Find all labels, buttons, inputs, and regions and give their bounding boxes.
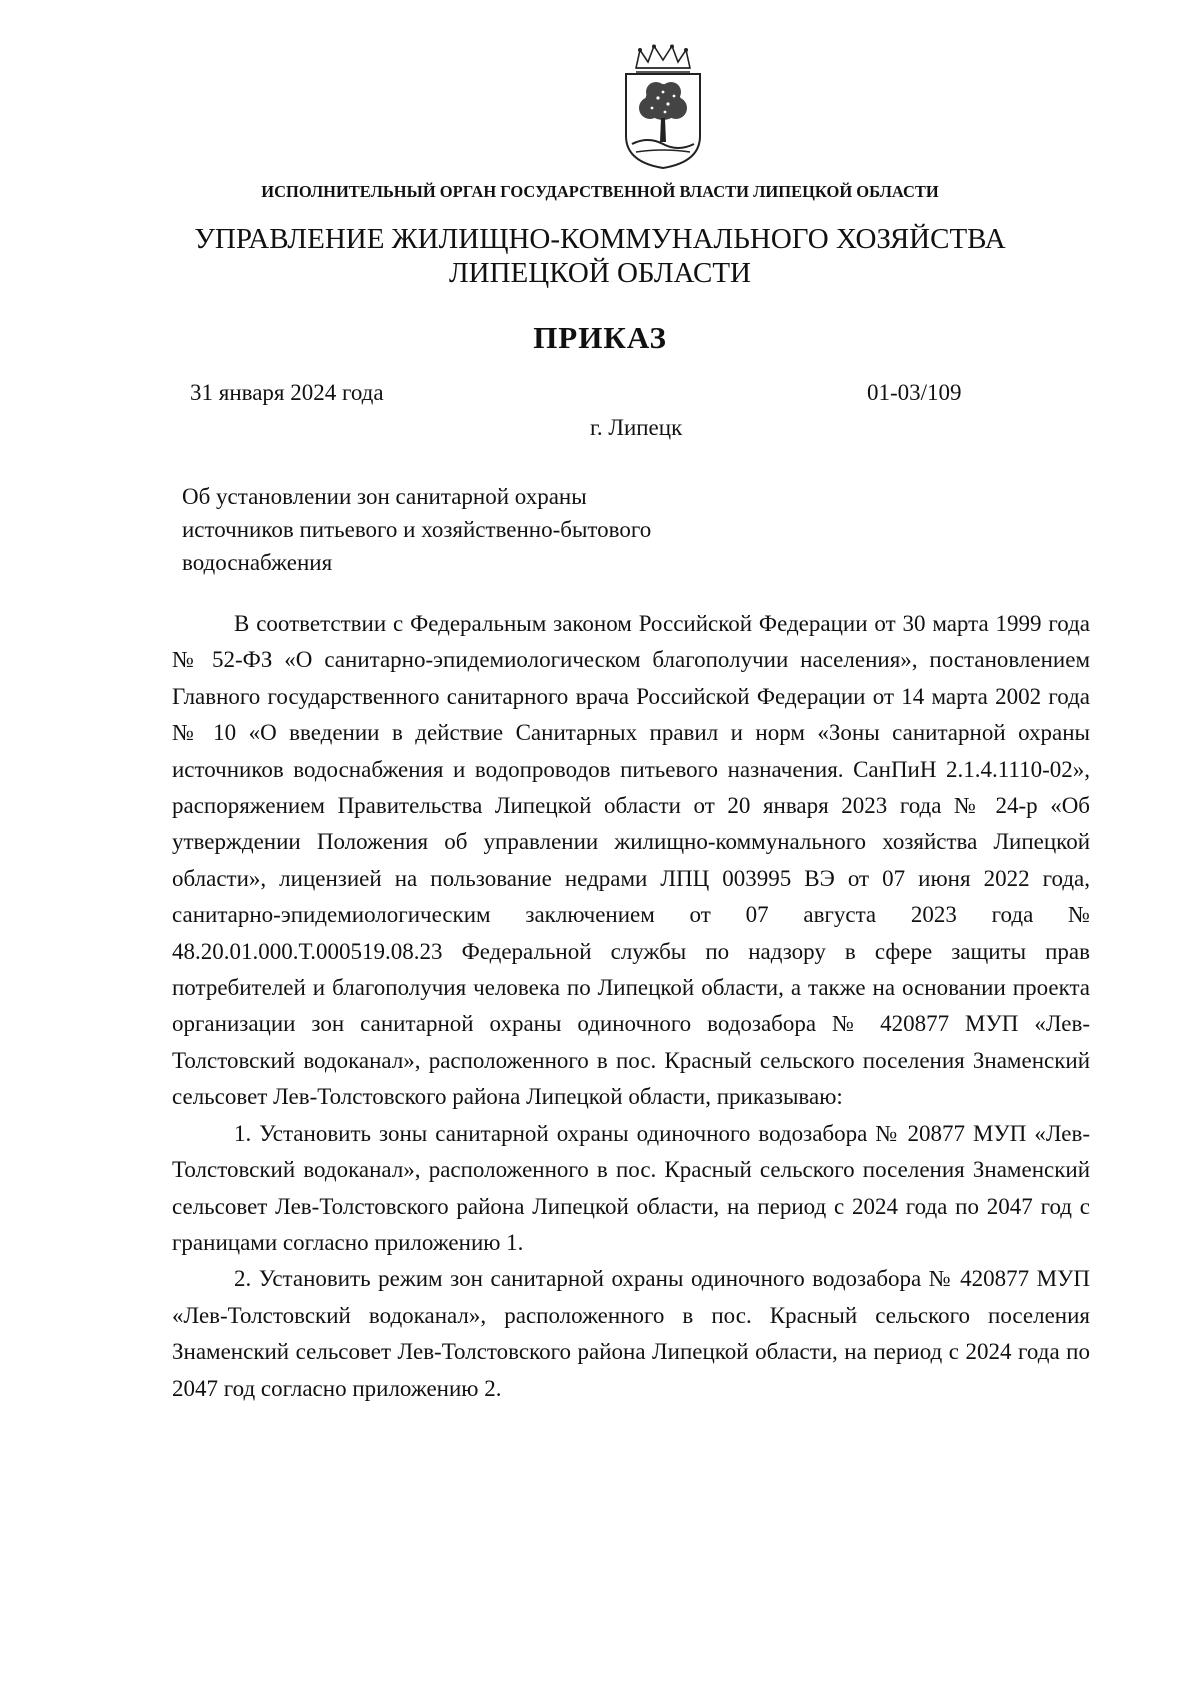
order-item-2: 2. Установить режим зон санитарной охраны одиночного водозабора № 420877 МУП «Лев-Толстовский водоканал», расположенного в пос. Красный сельского поселения Знаменский сельсовет Лев-Толстовского района Липецкой области, на период с 2024 года по 2047 год согласно приложению 2. <box>172 1266 1090 1401</box>
document-city: г. Липецк <box>590 415 683 440</box>
document-type-title: ПРИКАЗ <box>533 320 667 355</box>
subject-line-3: водоснабжения <box>182 550 333 575</box>
department-line-2: ЛИПЕЦКОЙ ОБЛАСТИ <box>448 257 751 289</box>
document-body <box>172 606 1090 1407</box>
order-item-1: 1. Установить зоны санитарной охраны одиночного водозабора № 20877 МУП «Лев-Толстовский водоканал», расположенного в пос. Красный сельского поселения Знаменский сельсовет Лев-Толстовского района Липецкой области, на период с 2024 года по 2047 год с границами согласно приложению 1. <box>172 1120 1090 1255</box>
document-date: 31 января 2024 года <box>190 380 384 405</box>
coat-of-arms-icon <box>618 44 708 172</box>
document-subject <box>182 480 822 579</box>
document-number: 01-03/109 <box>867 380 962 405</box>
preamble-paragraph: В соответствии с Федеральным законом Российской Федерации от 30 марта 1999 года № 52-ФЗ «О санитарно-эпидемиологическом благополучии населения», постановлением Главного государственного санитарного врача Российской Федерации от 14 марта 2002 года № 10 «О введении в действие Санитарных правил и норм «Зоны санитарной охраны источников водоснабжения и водопроводов питьевого назначения. СанПиН 2.1.4.1110-02», распоряжением Правительства Липецкой области от 20 января 2023 года № 24-р «Об утверждении Положения об управлении жилищно-коммунального хозяйства Липецкой области», лицензией на пользование недрами ЛПЦ 003995 ВЭ от 07 июня 2022 года, санитарно-эпидемиологическим заключением от 07 августа 2023 года № 48.20.01.000.Т.000519.08.23 Федеральной службы по надзору в сфере защиты прав потребителей и благополучия человека по Липецкой области, а также на основании проекта организации зон санитарной охраны одиночного водозабора № 420877 МУП «Лев-Толстовский водоканал», расположенного в пос. Красный сельского поселения Знаменский сельсовет Лев-Толстовского района Липецкой области, приказываю: <box>172 611 1090 1110</box>
authority-name: ИСПОЛНИТЕЛЬНЫЙ ОРГАН ГОСУДАРСТВЕННОЙ ВЛАСТИ ЛИПЕЦКОЙ ОБЛАСТИ <box>261 182 939 201</box>
department-name <box>0 222 1200 290</box>
department-line-1: УПРАВЛЕНИЕ ЖИЛИЩНО-КОММУНАЛЬНОГО ХОЗЯЙСТВА <box>194 223 1006 255</box>
subject-line-1: Об установлении зон санитарной охраны <box>182 484 587 509</box>
subject-line-2: источников питьевого и хозяйственно-бытового <box>182 517 652 542</box>
